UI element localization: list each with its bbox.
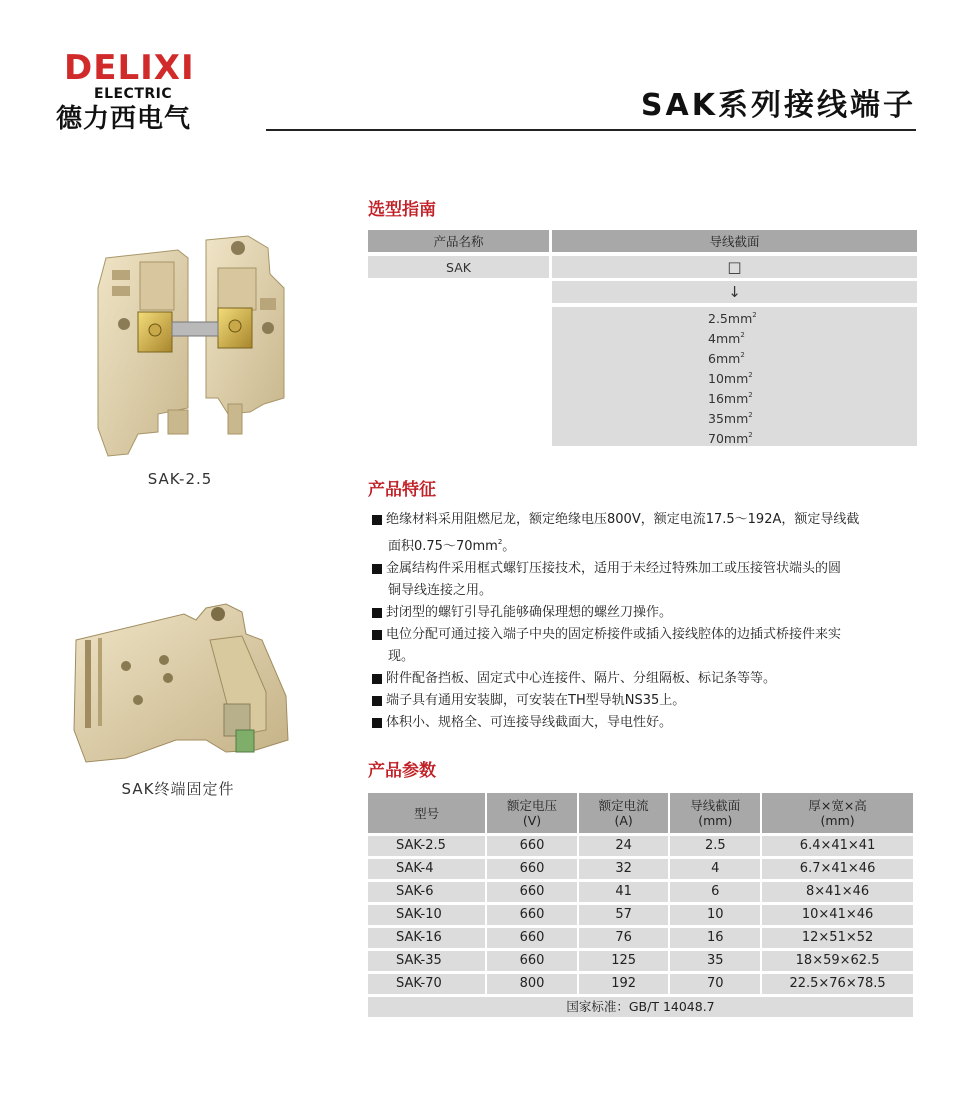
text-span: 。 <box>502 539 516 554</box>
text-span: 2 <box>740 350 745 359</box>
text-span: mm <box>723 410 749 426</box>
text-span: 16 <box>708 390 724 406</box>
table-cell: 8×41×46 <box>762 882 913 902</box>
table-cell: 18×59×62.5 <box>762 951 913 971</box>
table-cell: 10×41×46 <box>762 905 913 925</box>
wire-size-item <box>708 427 753 447</box>
table-cell: 6 <box>670 882 760 902</box>
text-span: 封闭型的螺钉引导孔能够确保理想的螺丝刀操作。 <box>386 605 673 620</box>
sak-end-bracket-image <box>66 600 304 770</box>
parameters-title: 产品参数 <box>368 761 436 781</box>
wire-size-item <box>708 407 753 427</box>
table-row <box>368 882 913 902</box>
text-span: 面积0.75～70mm <box>388 539 498 554</box>
table-cell: 35 <box>670 951 760 971</box>
table-cell: 125 <box>579 951 669 971</box>
table-cell: 800 <box>487 974 577 994</box>
text-span: 金属结构件采用框式螺钉压接技术，适用于未经过特殊加工或压接管状端头的圆 <box>386 561 842 576</box>
table-cell: 12×51×52 <box>762 928 913 948</box>
square-bullet-icon <box>372 515 382 525</box>
wire-size-item <box>708 367 753 387</box>
table-cell: 76 <box>579 928 669 948</box>
table-cell: 41 <box>579 882 669 902</box>
column-header-model <box>368 793 485 833</box>
column-header-wire-section <box>670 793 760 833</box>
table-row <box>368 905 913 925</box>
column-header-voltage <box>487 793 577 833</box>
table-cell: 2.5 <box>670 836 760 856</box>
table-cell: 660 <box>487 859 577 879</box>
text-span: (mm) <box>820 813 855 828</box>
table-cell: SAK-10 <box>368 905 485 925</box>
wire-size-item <box>708 347 745 367</box>
table-cell: 660 <box>487 882 577 902</box>
table-cell: SAK-2.5 <box>368 836 485 856</box>
table-cell: 6.7×41×46 <box>762 859 913 879</box>
text-span: mm <box>727 310 753 326</box>
feature-item <box>372 509 920 558</box>
table-cell: 660 <box>487 836 577 856</box>
features-title: 产品特征 <box>368 480 436 500</box>
table-row <box>368 928 913 948</box>
text-span: 额定电流 <box>598 798 649 813</box>
table-footer-row <box>368 997 913 1017</box>
product-caption-sak-2-5: SAK-2.5 <box>147 470 213 488</box>
table-row <box>368 974 913 994</box>
table-cell: SAK-70 <box>368 974 485 994</box>
text-span: mm <box>723 430 749 446</box>
table-cell: 22.5×76×78.5 <box>762 974 913 994</box>
table-cell: 57 <box>579 905 669 925</box>
selection-header-wire-section: 导线截面 <box>552 230 917 252</box>
feature-item <box>372 712 920 734</box>
text-span: 2 <box>740 330 745 339</box>
column-header-dimensions <box>762 793 913 833</box>
text-span: mm <box>723 370 749 386</box>
square-bullet-icon <box>372 674 382 684</box>
text-span: 2 <box>748 410 753 419</box>
parameter-table <box>366 790 915 1020</box>
table-cell: 4 <box>670 859 760 879</box>
text-span: 额定电压 <box>506 798 557 813</box>
table-header-row <box>368 793 913 833</box>
text-span: (mm) <box>698 813 733 828</box>
table-cell: SAK-4 <box>368 859 485 879</box>
square-bullet-icon <box>372 718 382 728</box>
table-row <box>368 859 913 879</box>
text-span: 铜导线连接之用。 <box>388 583 493 598</box>
text-span: 2 <box>748 370 753 379</box>
table-cell: 6.4×41×41 <box>762 836 913 856</box>
text-span: 附件配备挡板、固定式中心连接件、隔片、分组隔板、标记条等等。 <box>386 671 777 686</box>
square-bullet-icon <box>372 696 382 706</box>
text-span: 2 <box>752 310 757 319</box>
feature-item <box>372 690 920 712</box>
table-cell: 10 <box>670 905 760 925</box>
text-span: 厚×宽×高 <box>808 798 867 813</box>
page-title: SAK系列接线端子 <box>640 88 916 123</box>
text-span: 体积小、规格全、可连接导线截面大，导电性好。 <box>386 715 673 730</box>
wire-size-item <box>708 327 745 347</box>
table-cell: 16 <box>670 928 760 948</box>
feature-item <box>372 624 920 668</box>
text-span: mm <box>715 330 741 346</box>
table-cell: 24 <box>579 836 669 856</box>
table-cell: 70 <box>670 974 760 994</box>
brand-logo-text: DELIXI <box>64 48 195 88</box>
table-cell: 660 <box>487 951 577 971</box>
text-span: 2.5 <box>708 310 728 326</box>
selection-product-value: SAK <box>368 256 549 278</box>
header-divider <box>266 129 916 131</box>
column-header-current <box>579 793 669 833</box>
wire-section-size-list <box>552 307 917 446</box>
product-caption-sak-end-bracket: SAK终端固定件 <box>121 780 235 798</box>
table-row <box>368 951 913 971</box>
text-span: (V) <box>522 813 542 828</box>
national-standard-note: 国家标准：GB/T 14048.7 <box>368 997 913 1017</box>
text-span: 型号 <box>414 805 440 821</box>
text-span: 70 <box>708 430 724 446</box>
selection-guide-title: 选型指南 <box>368 200 436 220</box>
feature-item <box>372 668 920 690</box>
text-span: 现。 <box>388 649 415 664</box>
text-span: 电位分配可通过接入端子中央的固定桥接件或插入接线腔体的边插式桥接件来实 <box>386 627 842 642</box>
table-cell: SAK-6 <box>368 882 485 902</box>
sak-2-5-terminal-image <box>78 228 296 464</box>
table-cell: SAK-35 <box>368 951 485 971</box>
square-bullet-icon <box>372 630 382 640</box>
text-span: (A) <box>614 813 633 828</box>
text-span: 2 <box>748 430 753 439</box>
square-bullet-icon <box>372 608 382 618</box>
table-cell: 192 <box>579 974 669 994</box>
table-cell: 32 <box>579 859 669 879</box>
text-span: 2 <box>748 390 753 399</box>
table-cell: 660 <box>487 928 577 948</box>
brand-subtitle: ELECTRIC <box>94 86 173 102</box>
feature-item <box>372 558 920 602</box>
table-cell: 660 <box>487 905 577 925</box>
feature-item <box>372 602 920 624</box>
text-span: 6 <box>708 350 716 366</box>
table-cell: SAK-16 <box>368 928 485 948</box>
selection-header-product-name: 产品名称 <box>368 230 549 252</box>
wire-size-item <box>708 307 757 327</box>
selection-placeholder-box: □ <box>552 256 917 278</box>
text-span: 端子具有通用安装脚，可安装在TH型导轨NS35上。 <box>386 693 686 708</box>
brand-chinese-name: 德力西电气 <box>56 104 192 134</box>
text-span: 4 <box>708 330 716 346</box>
text-span: 导线截面 <box>690 798 741 813</box>
text-span: 2 <box>497 538 503 546</box>
text-span: 35 <box>708 410 724 426</box>
feature-list <box>372 509 920 734</box>
wire-size-item <box>708 387 753 407</box>
text-span: 绝缘材料采用阻燃尼龙，额定绝缘电压800V，额定电流17.5～192A，额定导线截 <box>386 512 860 527</box>
table-row <box>368 836 913 856</box>
text-span: mm <box>715 350 741 366</box>
text-span: 10 <box>708 370 724 386</box>
selection-arrow-icon: ↓ <box>552 281 917 303</box>
text-span: mm <box>723 390 749 406</box>
square-bullet-icon <box>372 564 382 574</box>
